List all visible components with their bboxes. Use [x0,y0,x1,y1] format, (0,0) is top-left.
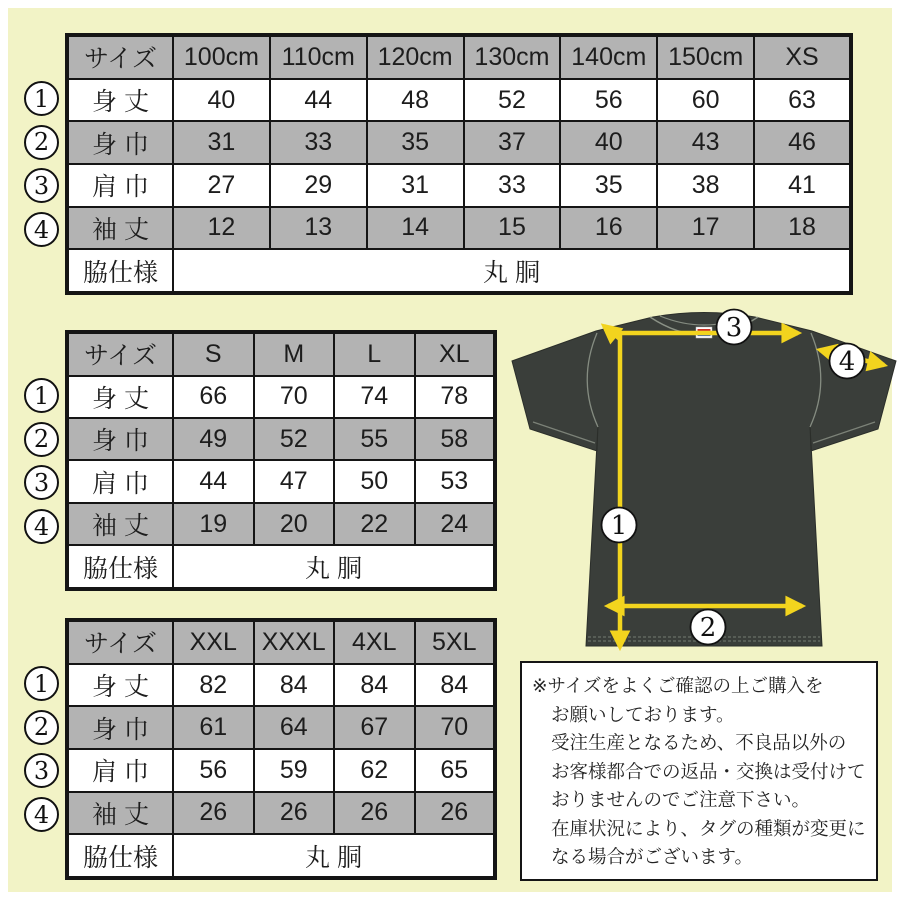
size-table-kids [65,33,853,295]
measurement-row-label: 袖 丈 [67,792,173,835]
notice-line: おりませんのでご注意下さい。 [551,789,811,810]
measurement-row-label: 肩 巾 [67,460,173,502]
size-column-header: 120cm [367,35,464,79]
size-cell: 84 [334,664,415,707]
size-cell: 26 [334,792,415,835]
size-cell: 43 [657,121,754,164]
size-column-header: 100cm [173,35,270,79]
row-marker: 3 [24,465,59,500]
marker-column-kids [24,81,59,247]
size-column-header: S [173,332,254,376]
size-cell: 15 [464,207,561,250]
notice-box [520,661,878,881]
size-cell: 26 [173,792,254,835]
table-header-row [67,332,495,376]
size-cell: 12 [173,207,270,250]
size-cell: 31 [173,121,270,164]
size-cell: 82 [173,664,254,707]
size-cell: 48 [367,79,464,122]
size-table-adult [65,330,497,591]
size-table-large [65,618,497,880]
row-marker: 2 [24,710,59,745]
size-column-header: XS [754,35,851,79]
notice-line: 在庫状況により、タグの種類が変更に [551,817,866,839]
row-marker: 4 [24,509,59,544]
side-spec-label: 脇仕様 [67,834,173,878]
table-row [67,79,851,122]
row-marker: 1 [24,81,59,116]
size-cell: 67 [334,706,415,749]
measure-label-2 [691,610,726,645]
measurement-row-label: 袖 丈 [67,207,173,250]
row-marker: 2 [24,422,59,457]
size-cell: 63 [754,79,851,122]
size-header-label: サイズ [67,332,173,376]
size-cell: 40 [173,79,270,122]
row-marker: 4 [24,797,59,832]
size-cell: 35 [367,121,464,164]
table-row [67,503,495,545]
tshirt-diagram [500,303,900,659]
size-header-label: サイズ [67,35,173,79]
svg-text:3: 3 [725,313,743,343]
size-cell: 64 [254,706,335,749]
size-column-header: L [334,332,415,376]
size-cell: 41 [754,164,851,207]
size-cell: 17 [657,207,754,250]
notice-line: なる場合がございます。 [551,846,754,867]
notice-line: 受注生産となるため、不良品以外の [551,732,847,753]
row-marker: 4 [24,212,59,247]
size-cell: 18 [754,207,851,250]
table-row [67,121,851,164]
size-cell: 38 [657,164,754,207]
size-column-header: XL [415,332,496,376]
row-marker: 2 [24,125,59,160]
size-cell: 29 [270,164,367,207]
size-cell: 46 [754,121,851,164]
size-column-header: 150cm [657,35,754,79]
size-cell: 55 [334,418,415,460]
size-cell: 37 [464,121,561,164]
notice-line: ※サイズをよくご確認の上ご購入を [532,675,824,696]
size-cell: 70 [254,376,335,418]
size-cell: 22 [334,503,415,545]
table-footer-row [67,249,851,293]
size-cell: 78 [415,376,496,418]
size-cell: 44 [270,79,367,122]
measurement-row-label: 肩 巾 [67,164,173,207]
size-cell: 62 [334,749,415,792]
size-cell: 24 [415,503,496,545]
table-header-row [67,35,851,79]
table-row [67,706,495,749]
size-cell: 20 [254,503,335,545]
size-cell: 58 [415,418,496,460]
measurement-row-label: 身 巾 [67,706,173,749]
marker-column-adult [24,378,59,544]
table-footer-row [67,834,495,878]
measure-label-4 [830,344,865,379]
side-spec-value: 丸 胴 [173,545,495,589]
measurement-row-label: 袖 丈 [67,503,173,545]
size-cell: 31 [367,164,464,207]
side-spec-label: 脇仕様 [67,249,173,293]
table-row [67,207,851,250]
measurement-row-label: 身 丈 [67,79,173,122]
table-row [67,376,495,418]
table-row [67,460,495,502]
size-cell: 66 [173,376,254,418]
size-header-label: サイズ [67,620,173,664]
size-column-header: 110cm [270,35,367,79]
table-row [67,418,495,460]
size-cell: 13 [270,207,367,250]
size-column-header: 140cm [560,35,657,79]
size-cell: 65 [415,749,496,792]
side-spec-label: 脇仕様 [67,545,173,589]
size-cell: 33 [464,164,561,207]
marker-column-large [24,666,59,832]
table-row [67,749,495,792]
size-cell: 40 [560,121,657,164]
side-spec-value: 丸 胴 [173,249,851,293]
table-row [67,664,495,707]
size-cell: 33 [270,121,367,164]
size-cell: 35 [560,164,657,207]
size-cell: 47 [254,460,335,502]
size-cell: 52 [464,79,561,122]
size-cell: 61 [173,706,254,749]
size-cell: 19 [173,503,254,545]
notice-line: お願いしております。 [551,703,735,725]
row-marker: 1 [24,666,59,701]
measurement-row-label: 身 巾 [67,418,173,460]
measure-label-3 [717,310,752,345]
side-spec-value: 丸 胴 [173,834,495,878]
measure-label-1 [602,508,637,543]
size-cell: 84 [415,664,496,707]
size-cell: 74 [334,376,415,418]
measurement-row-label: 身 丈 [67,376,173,418]
size-column-header: XXXL [254,620,335,664]
svg-text:4: 4 [838,347,856,377]
size-column-header: XXL [173,620,254,664]
svg-text:2: 2 [699,613,717,643]
size-cell: 56 [560,79,657,122]
row-marker: 3 [24,753,59,788]
table-footer-row [67,545,495,589]
size-cell: 16 [560,207,657,250]
table-header-row [67,620,495,664]
size-cell: 59 [254,749,335,792]
size-column-header: 5XL [415,620,496,664]
size-cell: 26 [254,792,335,835]
size-cell: 56 [173,749,254,792]
size-cell: 60 [657,79,754,122]
size-cell: 53 [415,460,496,502]
size-cell: 14 [367,207,464,250]
table-row [67,792,495,835]
table-row [67,164,851,207]
size-cell: 52 [254,418,335,460]
size-cell: 26 [415,792,496,835]
notice-line: お客様都合での返品・交換は受付けて [551,760,866,782]
svg-text:1: 1 [610,511,628,541]
measurement-row-label: 肩 巾 [67,749,173,792]
size-column-header: M [254,332,335,376]
size-cell: 84 [254,664,335,707]
size-cell: 44 [173,460,254,502]
size-cell: 49 [173,418,254,460]
measurement-row-label: 身 巾 [67,121,173,164]
size-column-header: 130cm [464,35,561,79]
row-marker: 3 [24,168,59,203]
row-marker: 1 [24,378,59,413]
size-cell: 50 [334,460,415,502]
size-cell: 27 [173,164,270,207]
measurement-row-label: 身 丈 [67,664,173,707]
size-cell: 70 [415,706,496,749]
size-column-header: 4XL [334,620,415,664]
